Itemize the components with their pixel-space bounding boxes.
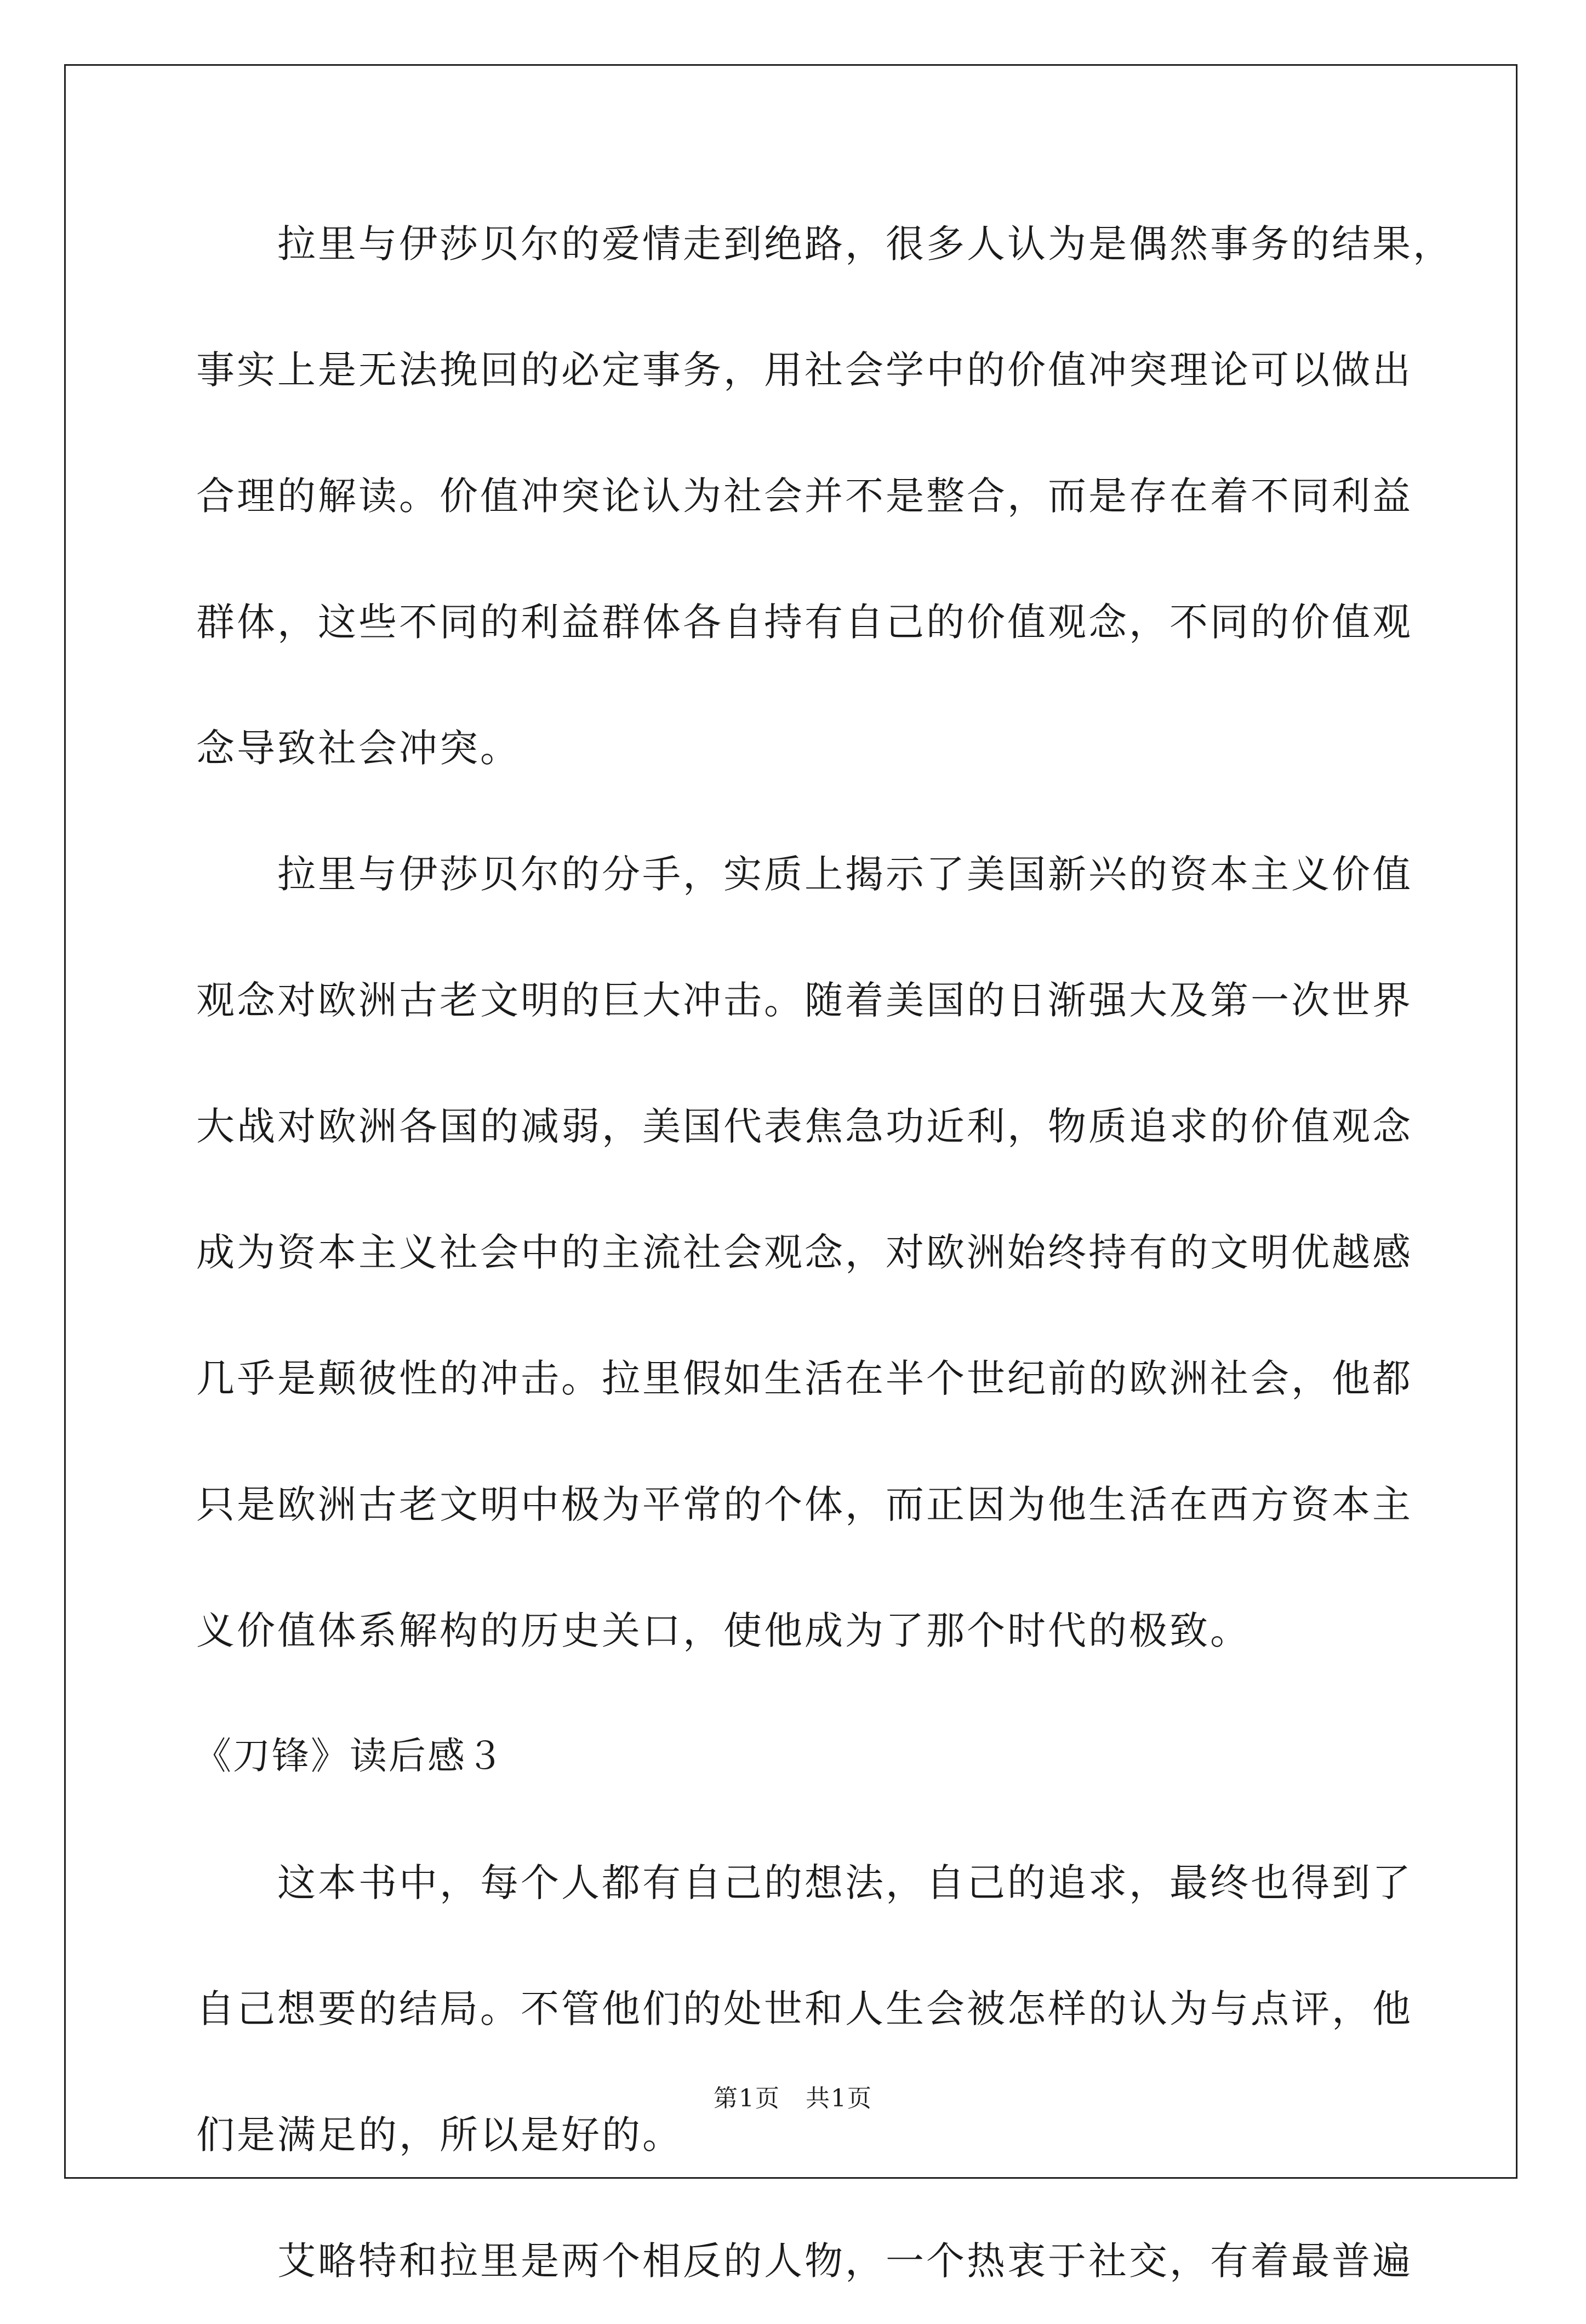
text-line: 成为资本主义社会中的主流社会观念，对欧洲始终持有的文明优越感 [196,1230,1413,1275]
text-line: 这本书中，每个人都有自己的想法，自己的追求，最终也得到了 [277,1860,1413,1905]
paragraph-3 [196,1820,1413,2198]
paragraph-1 [196,181,1453,811]
page-footer: 第1页 共1页 [714,2084,872,2112]
text-line: 拉里与伊莎贝尔的爱情走到绝路，很多人认为是偶然事务的结果， [277,221,1453,266]
text-line: 义价值体系解构的历史关口，使他成为了那个时代的极致。 [196,1608,1251,1653]
text-line: 们是满足的，所以是好的。 [196,2112,683,2157]
text-line: 拉里与伊莎贝尔的分手，实质上揭示了美国新兴的资本主义价值 [277,852,1413,897]
text-line: 自己想要的结局。不管他们的处世和人生会被怎样的认为与点评，他 [196,1986,1413,2031]
text-line: 事实上是无法挽回的必定事务，用社会学中的价值冲突理论可以做出 [196,348,1413,392]
section-heading: 《刀锋》读后感３ [194,1735,506,1778]
text-line: 只是欧洲古老文明中极为平常的个体，而正因为他生活在西方资本主 [196,1482,1413,1527]
text-line: 念导致社会冲突。 [196,726,521,771]
text-line: 群体，这些不同的利益群体各自持有自己的价值观念，不同的价值观 [196,600,1413,645]
paragraph-4 [196,2198,1413,2324]
text-line: 几乎是颠彼性的冲击。拉里假如生活在半个世纪前的欧洲社会，他都 [196,1356,1413,1401]
text-line: 大战对欧洲各国的减弱，美国代表焦急功近利，物质追求的价值观念 [196,1104,1413,1149]
text-line: 艾略特和拉里是两个相反的人物，一个热衷于社交，有着最普遍 [277,2238,1413,2283]
text-line: 合理的解读。价值冲突论认为社会并不是整合，而是存在着不同利益 [196,474,1413,519]
paragraph-2 [196,811,1413,1694]
text-line: 观念对欧洲古老文明的巨大冲击。随着美国的日渐强大及第一次世界 [196,978,1413,1023]
document-body [194,181,1453,2324]
